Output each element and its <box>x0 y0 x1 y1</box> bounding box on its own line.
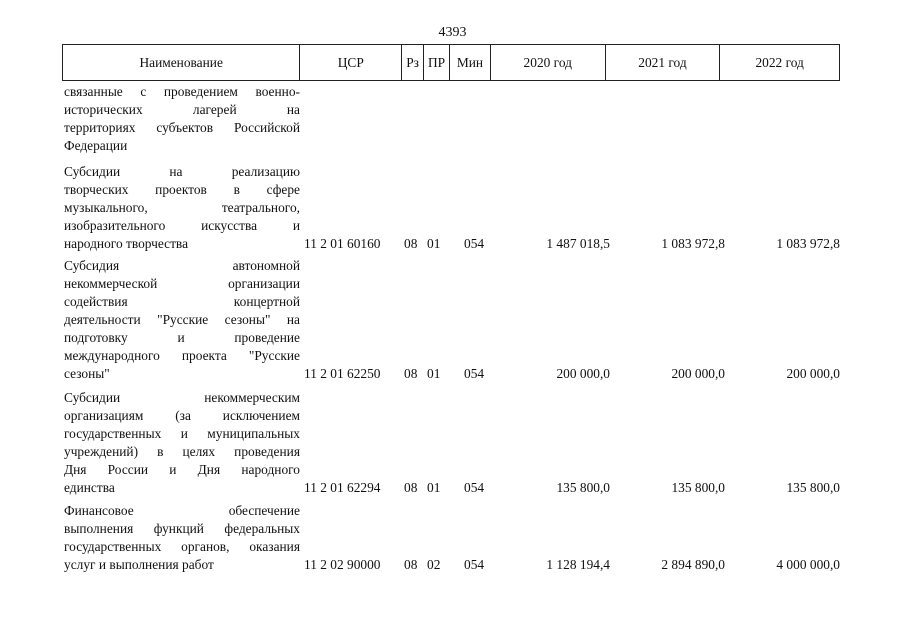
header-name: Наименование <box>63 45 300 80</box>
row-2021: 2 894 890,0 <box>661 557 725 572</box>
row-name-line: государственных и муниципальных <box>64 426 300 441</box>
row-name-line: Субсидии на реализацию <box>64 164 300 179</box>
row-2021: 200 000,0 <box>671 366 725 381</box>
row-name-line: организациям (за исключением <box>64 408 300 423</box>
row-csr: 11 2 01 60160 <box>304 236 381 251</box>
row-2020: 1 487 018,5 <box>546 236 610 251</box>
table-header <box>62 44 840 81</box>
row-2022: 4 000 000,0 <box>776 557 840 572</box>
row-csr: 11 2 01 62294 <box>304 480 381 495</box>
row-name-line: связанные с проведением военно- <box>64 84 300 99</box>
row-2022: 1 083 972,8 <box>776 236 840 251</box>
row-name-line: территориях субъектов Российской <box>64 120 300 135</box>
header-2020: 2020 год <box>491 45 606 80</box>
row-name-line: народного творчества <box>64 236 189 251</box>
row-2021: 135 800,0 <box>671 480 725 495</box>
row-name-line: подготовку и проведение <box>64 330 300 345</box>
row-name <box>64 83 300 155</box>
row-name-line: услуг и выполнения работ <box>64 557 214 572</box>
page-number: 4393 <box>438 25 467 40</box>
row-csr: 11 2 01 62250 <box>304 366 381 381</box>
header-2022: 2022 год <box>755 54 804 70</box>
row-csr: 11 2 02 90000 <box>304 557 381 572</box>
row-name-line: Финансовое обеспечение <box>64 503 300 518</box>
row-rz: 08 <box>404 366 418 381</box>
row-name-line: сезоны" <box>64 366 110 381</box>
row-name-line: исторических лагерей на <box>64 102 300 117</box>
header-csr: ЦСР <box>300 45 402 80</box>
row-name-line: Федерации <box>64 138 128 153</box>
row-name-line: изобразительного искусства и <box>64 218 300 233</box>
row-2022: 200 000,0 <box>786 366 840 381</box>
row-pr: 01 <box>427 366 441 381</box>
row-name <box>64 163 300 253</box>
row-2020: 200 000,0 <box>556 366 610 381</box>
row-min: 054 <box>464 366 485 381</box>
row-name-line: Дня России и Дня народного <box>64 462 300 477</box>
row-name-line: содействия концертной <box>64 294 300 309</box>
row-rz: 08 <box>404 557 418 572</box>
header-2021: 2021 год <box>606 45 721 80</box>
row-name-line: международного проекта "Русские <box>64 348 300 363</box>
row-name <box>64 502 300 574</box>
row-name-line: Субсидии некоммерческим <box>64 390 300 405</box>
row-name-line: единства <box>64 480 115 495</box>
row-pr: 01 <box>427 480 441 495</box>
row-name-line: Субсидия автономной <box>64 258 300 273</box>
row-rz: 08 <box>404 236 418 251</box>
row-name <box>64 389 300 497</box>
row-min: 054 <box>464 480 485 495</box>
row-2022: 135 800,0 <box>786 480 840 495</box>
row-name-line: выполнения функций федеральных <box>64 521 300 536</box>
row-name-line: деятельности "Русские сезоны" на <box>64 312 300 327</box>
row-name-line: творческих проектов в сфере <box>64 182 300 197</box>
row-name <box>64 257 300 383</box>
row-2020: 135 800,0 <box>556 480 610 495</box>
row-name-line: государственных органов, оказания <box>64 539 300 554</box>
row-rz: 08 <box>404 480 418 495</box>
row-name-line: учреждений) в целях проведения <box>64 444 300 459</box>
row-min: 054 <box>464 557 485 572</box>
row-2020: 1 128 194,4 <box>546 557 610 572</box>
row-name-line: некоммерческой организации <box>64 276 300 291</box>
header-pr: ПР <box>424 45 450 80</box>
header-min: Мин <box>450 45 491 80</box>
row-name-line: музыкального, театрального, <box>64 200 300 215</box>
row-min: 054 <box>464 236 485 251</box>
row-pr: 01 <box>427 236 441 251</box>
row-2021: 1 083 972,8 <box>661 236 725 251</box>
row-pr: 02 <box>427 557 441 572</box>
header-rz: Рз <box>402 45 424 80</box>
